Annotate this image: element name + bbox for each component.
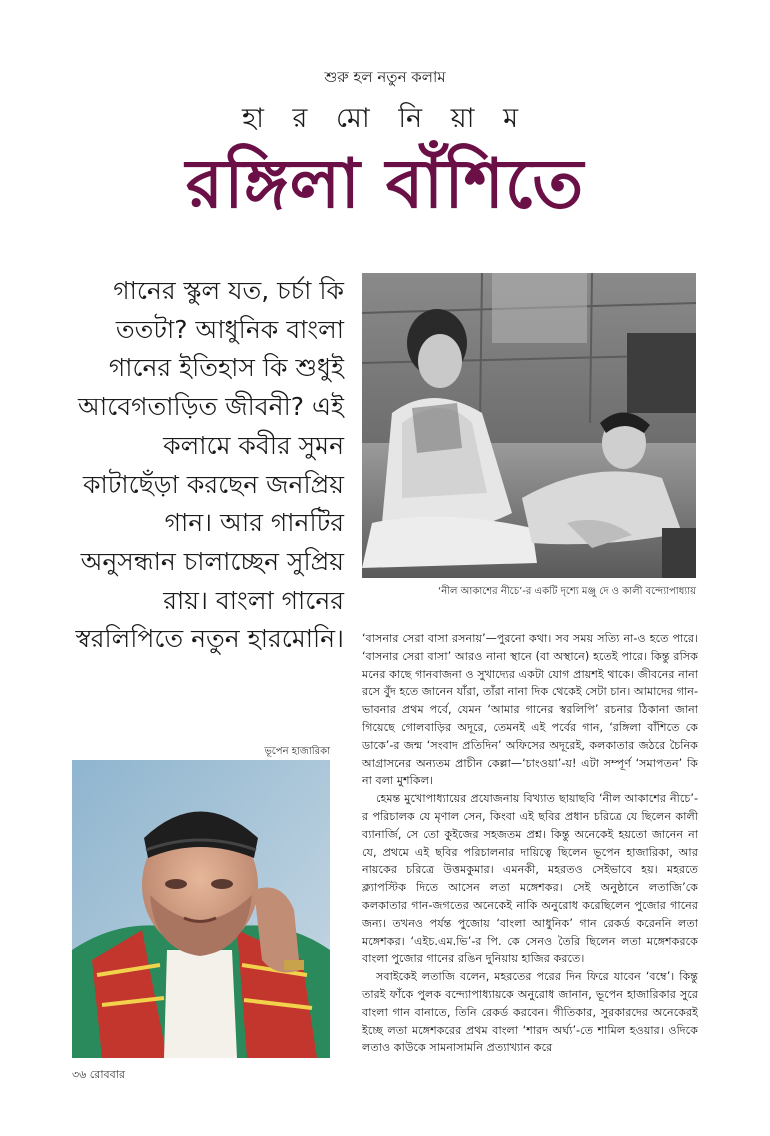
film-still-caption: ‘নীল আকাশের নীচে’-র একটি দৃশ্যে মঞ্জু দে ও কালী বন্দ্যোপাধ্যায়: [438, 586, 696, 597]
article-paragraph: হেমন্ত মুখোপাধ্যায়ের প্রযোজনায় বিখ্যাত ছায়াছবি ‘নীল আকাশের নীচে’-র পরিচালক যে মৃণাল সেন, কিংবা এই ছবির প্রধান চরিত্রে যে ছিলেন কালী ব্যানার্জি, সে তো কুইজের সহজতম প্রশ্ন। কিন্তু অনেকেই হয়তো জানেন না যে, প্রথমে এই ছবির পরিচালনার দায়িত্বে ছিলেন ভূপেন হাজারিকা, আর নায়কের চরিত্রে উত্তমকুমার। এমনকী, মহরতও সেইভাবে হয়। মহরতে ক্ল্যাপস্টিক দিতে আসেন লতা মঙ্গেশকর। সেই অনুষ্ঠানে লতাজি’কে কলকাতার গান-জগতের অনেকেই নাকি অনুরোধ করেছিলেন পুজোর গানের জন্য। তখনও পর্যন্ত পুজোয় ‘বাংলা আধুনিক’ গান রেকর্ড করেননি লতা মঙ্গেশকর। ‘এইচ.এম.ভি’-র পি. কে সেনও তৈরি ছিলেন লতা মঙ্গেশকরকে বাংলা পুজোর গানের রঙিন দুনিয়ায় হাজির করতে।: [362, 792, 698, 966]
page-headline: রঙ্গিলা বাঁশিতে: [185, 145, 585, 224]
film-still-photo: [362, 273, 696, 578]
article-paragraph: সবাইকেই লতাজি বলেন, মহরতের পরের দিন ফিরে যাবেন ‘বম্বে’। কিন্তু তারই ফাঁকে পুলক বন্দ্যোপাধ্যায়কে অনুরোধ জানান, ভূপেন হাজারিকার সুরে বাংলা গান বানাতে, তিনি রেকর্ড করবেন। গীতিকার, সুরকারদের অনেকেরই ইচ্ছে লতা মঙ্গেশকরের প্রথম বাংলা ‘শারদ অর্ঘ্য’-তে শামিল হওয়ার। ওদিকে লতাও কাউকে সামনাসামনি প্রত্যাখ্যান করে: [362, 970, 698, 1055]
article-body: [362, 630, 698, 1057]
article-paragraph: ‘বাসনার সেরা বাসা রসনায়’—পুরনো কথা। সব সময় সত্যি না-ও হতে পারে। ‘বাসনার সেরা বাসা’ আরও নানা স্থানে (বা অস্থানে) হতেই পারে। কিন্তু রসিক মনের কাছে গানবাজনা ও সুখাদ্যের একটা যোগ প্রায়শই থাকে। জীবনের নানা রসে বুঁদ হতে জানেন যাঁরা, তাঁরা নানা দিক থেকেই সেটা চান। আমাদের গান-ভাবনার প্রথম পর্বে, যেমন ‘আমার গানের স্বরলিপি’ রচনার ঠিকানা জানা গিয়েছে গোলবাড়ির অদূরে, তেমনই এই পর্বের গান, ‘রঙ্গিলা বাঁশিতে কে ডাকে’-র জন্ম ‘সংবাদ প্রতিদিন’ অফিসের অদূরেই, কলকাতার জঠরে চৈনিক আগ্রাসনের অন্যতম প্রাচীন কেল্লা—‘চাংওয়া’-য়! এটা সম্পূর্ণ ‘সমাপতন’ কি না বলা মুশকিল।: [362, 632, 698, 788]
portrait-caption: ভূপেন হাজারিকা: [264, 746, 330, 757]
column-name: হা র মো নি য়া ম: [241, 103, 529, 134]
page-folio: ৩৬ রোববার: [72, 1068, 125, 1081]
portrait-photo: [72, 760, 330, 1058]
column-kicker: শুরু হল নতুন কলাম: [324, 68, 446, 86]
standfirst: গানের স্কুল যত, চর্চা কি ততটা? আধুনিক বাংলা গানের ইতিহাস কি শুধুই আবেগতাড়িত জীবনী? এই কলামে কবীর সুমন কাটাছেঁড়া করছেন জনপ্রিয় গান। আর গানটির অনুসন্ধান চালাচ্ছেন সুপ্রিয় রায়। বাংলা গানের স্বরলিপিতে নতুন হারমোনি।: [75, 276, 344, 654]
